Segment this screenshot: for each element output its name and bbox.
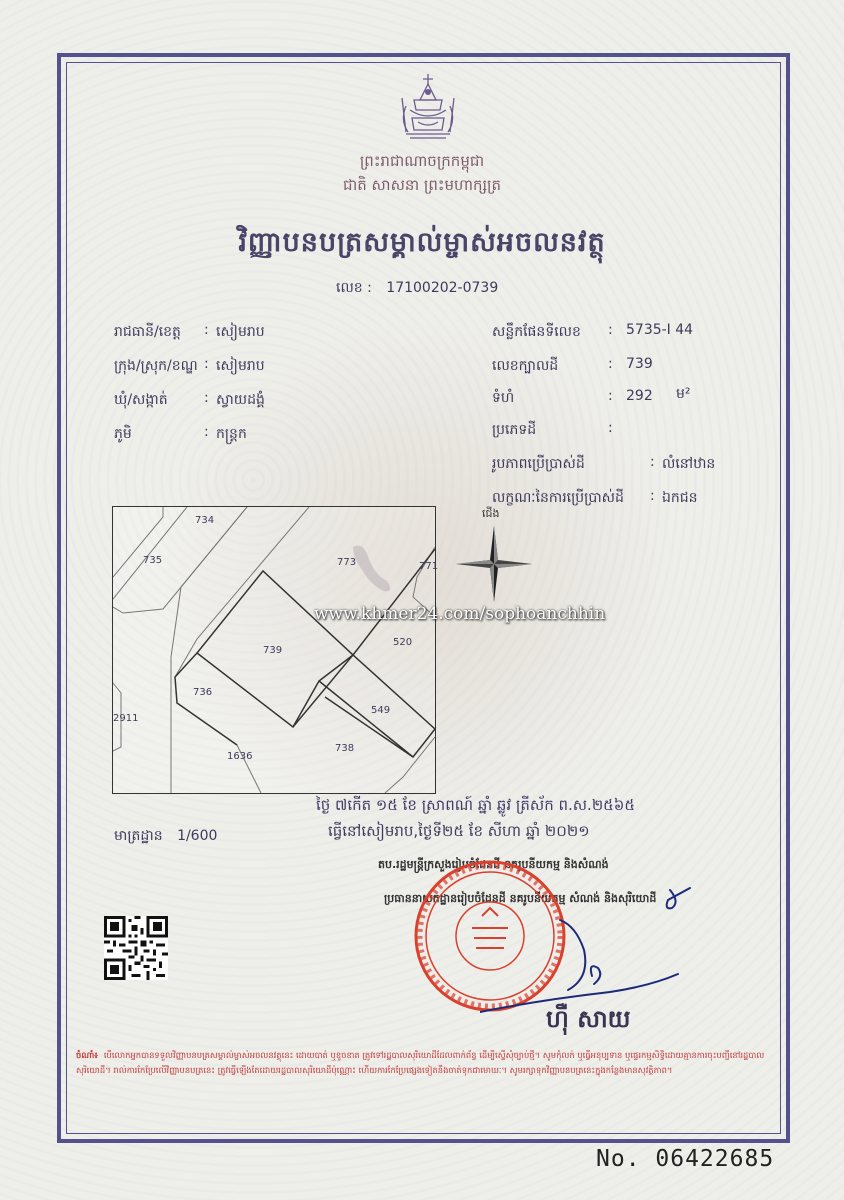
land-use-value: លំនៅឋាន: [662, 456, 716, 472]
village-label: ភូមិ: [114, 426, 132, 442]
signatory-name: ហ៊ឺ សាយ: [546, 1005, 631, 1033]
commune-value: ស្វាយដង្គំ: [216, 392, 265, 408]
certificate-number: [336, 278, 498, 299]
parcel-label: 736: [193, 687, 213, 698]
parcel-label: 735: [143, 555, 163, 566]
map-scale-value: 1/600: [177, 828, 218, 844]
village-colon: :: [204, 424, 209, 440]
land-type-colon: :: [608, 420, 613, 436]
certificate-number-label: លេខ :: [336, 280, 372, 296]
village-value: កន្ត្រក: [216, 426, 247, 442]
district-colon: :: [204, 356, 209, 372]
map-scale: [114, 826, 217, 847]
royal-emblem-icon: [392, 70, 464, 144]
notice-label: ចំណាំ៖: [76, 1050, 98, 1060]
certificate-number-value: 17100202-0739: [386, 280, 499, 296]
parcel-number-label: លេខក្បាលដី: [492, 358, 559, 374]
land-type-label: ប្រភេទដី: [492, 422, 537, 438]
parcel-label: 520: [393, 637, 413, 648]
watermark-url: www.khmer24.com/sophoanchhin: [314, 604, 606, 624]
parcel-label: 1636: [227, 751, 253, 762]
land-use-colon: :: [650, 454, 655, 470]
parcel-number-value: 739: [626, 356, 653, 372]
parcel-number-colon: :: [608, 356, 613, 372]
parcel-label: 734: [195, 515, 215, 526]
certificate-title: វិញ្ញាបនបត្រសម្គាល់ម្ចាស់អចលនវត្ថុ: [238, 227, 606, 258]
qr-code-icon: [104, 916, 168, 980]
district-value: សៀមរាប: [216, 358, 265, 374]
parcel-label: 738: [335, 743, 355, 754]
notice-text: [76, 1048, 778, 1120]
land-use-label: រូបភាពប្រើប្រាស់ដី: [492, 456, 585, 472]
parcel-label: 549: [371, 705, 391, 716]
solar-date: ធ្វើនៅសៀមរាប,ថ្ងៃទី២៥ ខែ សីហា ឆ្នាំ ២០២១: [328, 822, 590, 840]
land-use-nature-colon: :: [650, 488, 655, 504]
lunar-date: ថ្ងៃ ៧កើត ១៥ ខែ ស្រាពណ៍ ឆ្នាំ ឆ្លូវ ត្រីស័ក ព.ស.២៥៦៥: [316, 796, 636, 814]
province-value: សៀមរាប: [216, 324, 265, 340]
area-unit: ម²: [676, 386, 691, 402]
province-colon: :: [204, 322, 209, 338]
compass-rose-icon: [454, 524, 534, 604]
area-value: 292: [626, 388, 653, 404]
national-motto: ជាតិ សាសនា ព្រះមហាក្សត្រ: [342, 176, 502, 194]
commune-colon: :: [204, 390, 209, 406]
map-sheet-value: 5735-I 44: [626, 322, 694, 338]
handwritten-signature-icon: [480, 880, 700, 1020]
signatory-title-1: តប.រដ្ឋមន្ត្រីក្រសួងរៀបចំដែនដី នគរូបនីយកម្ម និងសំណង់: [378, 858, 609, 871]
parcel-label: 739: [263, 645, 283, 656]
parcel-label: 2911: [113, 713, 139, 724]
parcel-label: 773: [337, 557, 357, 568]
district-label: ក្រុង/ស្រុក/ខណ្ឌ: [114, 358, 198, 374]
area-colon: :: [608, 388, 613, 404]
commune-label: ឃុំ/សង្កាត់: [114, 392, 168, 408]
kingdom-name: ព្រះរាជាណាចក្រកម្ពុជា: [359, 152, 485, 170]
parcel-label: 771: [419, 561, 439, 572]
map-sheet-colon: :: [608, 322, 613, 338]
north-label: ជើង: [482, 507, 500, 520]
map-scale-label: មាត្រដ្ឋាន: [114, 828, 163, 844]
land-use-nature-value: ឯកជន: [662, 490, 698, 506]
map-sheet-label: សន្លឹកផែនទីលេខ: [492, 324, 581, 340]
notice-body: បើលោកអ្នកបានទទួលវិញ្ញាបនបត្រសម្គាល់ម្ចាស់អចលនវត្ថុនេះ ដោយបាត់ ឬខូចខាត ត្រូវទៅរដ្ឋបាលសុរិយោដីដែលពាក់ព័ន្ធ ដើម្បីស្នើសុំច្បាប់ថ្មី។ សូមកុំលក់ ឬធ្វើអនុប្បទាន ឬផ្ទេរកម្មសិទ្ធិដោយគ្មានការចុះបញ្ជីនៅរដ្ឋបាលសុរិយោដី។ រាល់ការកែប្រែលើវិញ្ញាបនបត្រនេះ ត្រូវធ្វើឡើងតែដោយរដ្ឋបាលសុរិយោដីប៉ុណ្ណោះ ហើយការកែប្រែផ្សេងទៀតនឹងចាត់ទុកជាមោឃៈ។ សូមរក្សាទុកវិញ្ញាបនបត្រនេះក្នុងកន្លែងមានសុវត្ថិភាព។: [76, 1050, 765, 1075]
province-label: រាជធានី/ខេត្ត: [114, 324, 181, 340]
land-use-nature-label: លក្ខណៈនៃការប្រើប្រាស់ដី: [492, 490, 624, 506]
serial-number: No. 06422685: [596, 1146, 775, 1172]
area-label: ទំហំ: [492, 390, 515, 406]
signatory-title-2: ប្រធាននាយកដ្ឋានរៀបចំដែនដី នគរូបនីយកម្ម សំណង់ និងសុរិយោដី: [384, 892, 657, 905]
cadastral-map: [112, 506, 439, 794]
